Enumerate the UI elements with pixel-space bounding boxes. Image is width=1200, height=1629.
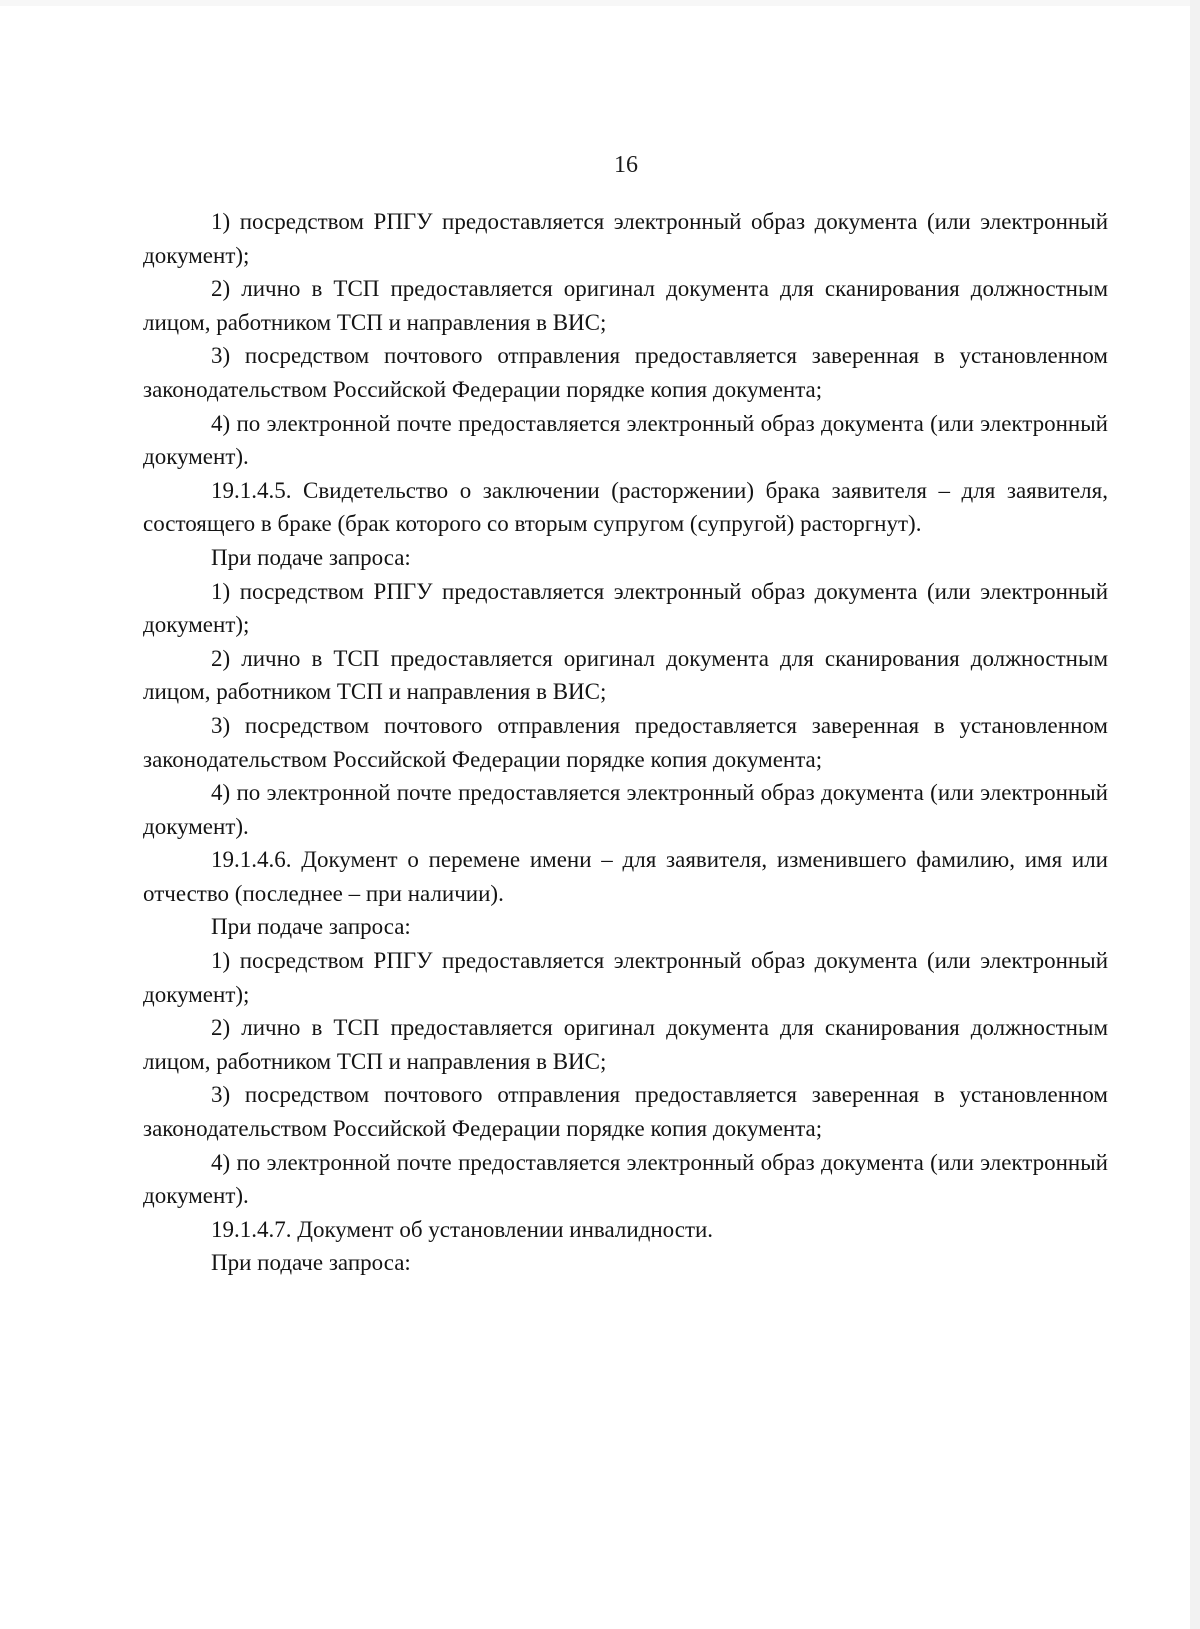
paragraph: 2) лично в ТСП предоставляется оригинал документа для сканирования должностным лицом, работником ТСП и направления в ВИС; — [143, 645, 1108, 705]
paragraph: 2) лично в ТСП предоставляется оригинал документа для сканирования должностным лицом, работником ТСП и направления в ВИС; — [143, 1015, 1108, 1074]
paragraph: 1) посредством РПГУ предоставляется электронный образ документа (или электронный документ); — [143, 209, 1108, 268]
section-heading-19-1-4-7: 19.1.4.7. Документ об установлении инвалидности. — [211, 1216, 714, 1242]
scan-edge-top — [0, 0, 1200, 6]
paragraph: 1) посредством РПГУ предоставляется электронный образ документа (или электронный документ); — [143, 578, 1108, 638]
paragraph: При подаче запроса: — [211, 914, 411, 940]
document-body — [143, 205, 1108, 1280]
paragraph: 4) по электронной почте предоставляется электронный образ документа (или электронный документ). — [143, 410, 1108, 470]
paragraph: 3) посредством почтового отправления предоставляется заверенная в установленном законодательством Российской Федерации порядке копия документа; — [143, 712, 1108, 772]
paragraph: 3) посредством почтового отправления предоставляется заверенная в установленном законодательством Российской Федерации порядке копия документа; — [143, 1082, 1108, 1142]
paragraph: 1) посредством РПГУ предоставляется электронный образ документа (или электронный документ); — [143, 948, 1108, 1007]
paragraph: При подаче запроса: — [211, 1250, 411, 1276]
paragraph: 4) по электронной почте предоставляется электронный образ документа (или электронный документ). — [143, 780, 1108, 839]
scan-edge-right — [1190, 0, 1200, 1629]
paragraph: 2) лично в ТСП предоставляется оригинал документа для сканирования должностным лицом, работником ТСП и направления в ВИС; — [143, 276, 1108, 335]
paragraph: При подаче запроса: — [211, 544, 411, 570]
paragraph: 3) посредством почтового отправления предоставляется заверенная в установленном законодательством Российской Федерации порядке копия документа; — [143, 343, 1108, 402]
paragraph: 4) по электронной почте предоставляется электронный образ документа (или электронный документ). — [143, 1149, 1108, 1209]
section-heading-19-1-4-5: 19.1.4.5. Свидетельство о заключении (расторжении) брака заявителя – для заявителя, состоящего в браке (брак которого со вторым супругом (супругой) расторгнут). — [143, 477, 1108, 537]
section-heading-19-1-4-6: 19.1.4.6. Документ о перемене имени – для заявителя, изменившего фамилию, имя или отчество (последнее – при наличии). — [143, 847, 1108, 906]
page-number: 16 — [614, 152, 638, 178]
